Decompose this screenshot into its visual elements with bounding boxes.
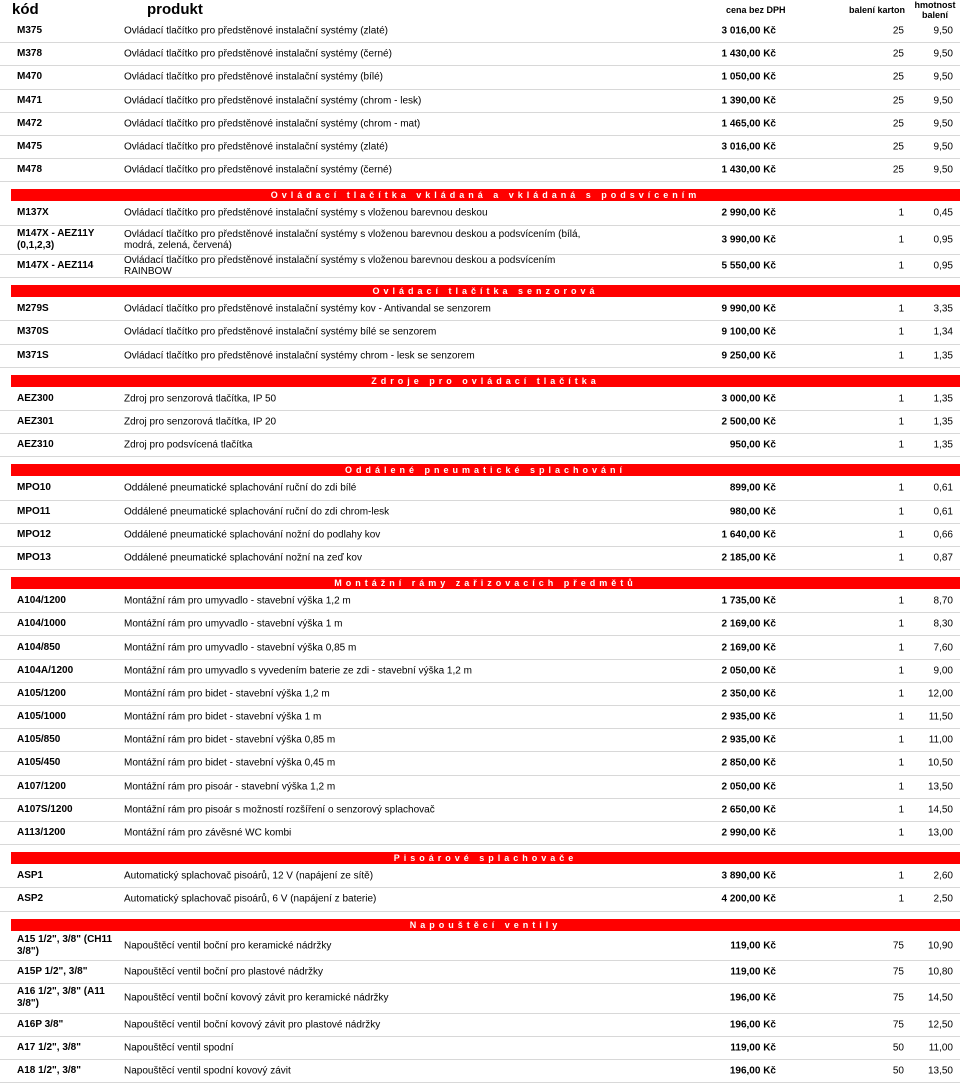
product-price: 4 200,00 Kč: [721, 893, 776, 905]
package-weight: 8,30: [933, 618, 953, 630]
table-row: [0, 660, 960, 683]
box-quantity: 1: [898, 757, 904, 769]
table-row: [0, 984, 960, 1014]
box-quantity: 1: [898, 439, 904, 451]
product-name: Montážní rám pro bidet - stavební výška 1,2 m: [124, 688, 330, 700]
product-name: Napouštěcí ventil boční pro plastové nádržky: [124, 966, 323, 978]
product-code: A105/1000: [17, 711, 66, 723]
product-price: 1 465,00 Kč: [721, 118, 776, 130]
product-price: 2 350,00 Kč: [721, 688, 776, 700]
product-code: M147X - AEZ114: [17, 260, 94, 272]
section-header: [0, 368, 960, 388]
product-name: Oddálené pneumatické splachování nožní do podlahy kov: [124, 529, 381, 541]
box-quantity: 25: [892, 164, 904, 176]
section-title: Ovládací tlačítka senzorová: [372, 286, 599, 297]
product-code: AEZ310: [17, 439, 54, 451]
product-name: Ovládací tlačítko pro předstěnové instalační systémy s vloženou barevnou deskou a podsvícením (bílá, modrá, zelená, červená): [124, 228, 581, 251]
box-quantity: 1: [898, 711, 904, 723]
table-row: [0, 1060, 960, 1083]
package-weight: 2,50: [933, 893, 953, 905]
package-weight: 1,35: [933, 393, 953, 405]
box-quantity: 1: [898, 804, 904, 816]
section-title: Zdroje pro ovládací tlačítka: [371, 375, 600, 386]
box-quantity: 25: [892, 25, 904, 37]
product-name: Napouštěcí ventil spodní: [124, 1042, 234, 1054]
table-row: [0, 298, 960, 321]
package-weight: 9,00: [933, 665, 953, 677]
product-name: Ovládací tlačítko pro předstěnové instalační systémy bílé se senzorem: [124, 326, 437, 338]
product-price: 9 100,00 Kč: [721, 326, 776, 338]
package-weight: 13,50: [927, 781, 953, 793]
table-row: [0, 66, 960, 89]
product-name: Oddálené pneumatické splachování nožní na zeď kov: [124, 552, 362, 564]
box-quantity: 25: [892, 141, 904, 153]
product-price: 9 250,00 Kč: [721, 350, 776, 362]
product-code: ASP1: [17, 870, 44, 882]
product-price: 1 430,00 Kč: [721, 48, 776, 60]
table-row: [0, 20, 960, 43]
product-name: Ovládací tlačítko pro předstěnové instalační systémy (černé): [124, 164, 392, 176]
box-quantity: 1: [898, 734, 904, 746]
product-name: Zdroj pro senzorová tlačítka, IP 50: [124, 393, 277, 405]
product-code: MPO12: [17, 528, 51, 540]
box-quantity: 75: [892, 1019, 904, 1031]
box-quantity: 1: [898, 529, 904, 541]
section-title: Ovládací tlačítka vkládaná a vkládaná s podsvícením: [270, 190, 701, 201]
package-weight: 12,50: [927, 1019, 953, 1031]
product-price: 3 016,00 Kč: [721, 141, 776, 153]
box-quantity: 1: [898, 595, 904, 607]
box-quantity: 1: [898, 260, 904, 272]
box-quantity: 1: [898, 618, 904, 630]
package-weight: 9,50: [933, 71, 953, 83]
product-price: 2 935,00 Kč: [721, 711, 776, 723]
table-row: [0, 202, 960, 225]
product-price: 3 890,00 Kč: [721, 870, 776, 882]
package-weight: 13,50: [927, 1065, 953, 1077]
product-code: M370S: [17, 326, 49, 338]
product-price: 5 550,00 Kč: [721, 260, 776, 272]
product-price: 1 390,00 Kč: [721, 95, 776, 107]
product-name: Ovládací tlačítko pro předstěnové instalační systémy kov - Antivandal se senzorem: [124, 303, 491, 315]
section-header: [0, 457, 960, 477]
product-name: Ovládací tlačítko pro předstěnové instalační systémy s vloženou barevnou deskou: [124, 207, 488, 219]
product-name: Ovládací tlačítko pro předstěnové instalační systémy (zlaté): [124, 25, 389, 37]
package-weight: 0,45: [933, 207, 953, 219]
table-row: [0, 501, 960, 524]
package-weight: 9,50: [933, 25, 953, 37]
package-weight: 1,35: [933, 350, 953, 362]
product-price: 1 735,00 Kč: [721, 595, 776, 607]
product-price: 2 050,00 Kč: [721, 781, 776, 793]
product-code: M472: [17, 117, 43, 129]
product-code: MPO10: [17, 482, 51, 494]
product-code: A104/1000: [17, 618, 66, 630]
product-price: 119,00 Kč: [730, 966, 776, 978]
product-name: Montážní rám pro umyvadlo - stavební výška 1 m: [124, 618, 343, 630]
product-code: A17 1/2", 3/8": [17, 1041, 81, 1053]
product-code: A105/1200: [17, 687, 66, 699]
product-price: 119,00 Kč: [730, 1042, 776, 1054]
table-row: [0, 547, 960, 570]
table-row: [0, 799, 960, 822]
product-price: 3 990,00 Kč: [721, 234, 776, 246]
product-name: Montážní rám pro umyvadlo s vyvedením baterie ze zdi - stavební výška 1,2 m: [124, 665, 472, 677]
product-price: 3 016,00 Kč: [721, 25, 776, 37]
box-quantity: 1: [898, 688, 904, 700]
package-weight: 0,95: [933, 260, 953, 272]
table-row: [0, 388, 960, 411]
product-price: 196,00 Kč: [729, 992, 776, 1004]
package-weight: 14,50: [927, 992, 953, 1004]
section-header: [0, 278, 960, 298]
product-name: Ovládací tlačítko pro předstěnové instalační systémy (chrom - mat): [124, 118, 421, 130]
box-quantity: 50: [892, 1065, 904, 1077]
table-row: [0, 888, 960, 911]
package-weight: 12,00: [927, 688, 953, 700]
table-row: [0, 159, 960, 182]
product-name: Montážní rám pro bidet - stavební výška 0,85 m: [124, 734, 336, 746]
table-row: [0, 1014, 960, 1037]
section-title: Pisoárové splachovače: [393, 853, 578, 864]
box-quantity: 1: [898, 482, 904, 494]
box-quantity: 25: [892, 95, 904, 107]
product-code: A113/1200: [17, 827, 66, 839]
package-weight: 8,70: [933, 595, 953, 607]
box-quantity: 1: [898, 893, 904, 905]
table-row: [0, 613, 960, 636]
package-weight: 0,61: [933, 506, 953, 518]
package-weight: 9,50: [933, 118, 953, 130]
product-name: Montážní rám pro závěsné WC kombi: [124, 827, 292, 839]
product-code: ASP2: [17, 893, 44, 905]
product-price: 1 640,00 Kč: [721, 529, 776, 541]
product-price: 3 000,00 Kč: [721, 393, 776, 405]
box-quantity: 1: [898, 393, 904, 405]
box-quantity: 1: [898, 234, 904, 246]
table-row: [0, 477, 960, 500]
product-price: 196,00 Kč: [729, 1019, 776, 1031]
box-quantity: 25: [892, 118, 904, 130]
package-weight: 3,35: [933, 303, 953, 315]
product-name: Napouštěcí ventil boční kovový závit pro plastové nádržky: [124, 1019, 381, 1031]
product-price: 2 850,00 Kč: [721, 757, 776, 769]
table-body: [0, 20, 960, 1083]
product-code: M470: [17, 71, 43, 83]
product-name: Ovládací tlačítko pro předstěnové instalační systémy chrom - lesk se senzorem: [124, 350, 475, 362]
product-code: A16P 3/8": [17, 1018, 64, 1030]
table-row: [0, 865, 960, 888]
product-price: 1 050,00 Kč: [721, 71, 776, 83]
header-price: cena bez DPH: [726, 5, 786, 15]
box-quantity: 1: [898, 506, 904, 518]
product-code: M371S: [17, 349, 49, 361]
product-code: A104/1200: [17, 595, 66, 607]
product-code: M279S: [17, 303, 49, 315]
box-quantity: 75: [892, 966, 904, 978]
package-weight: 11,50: [928, 711, 953, 723]
package-weight: 1,35: [933, 416, 953, 428]
table-row: [0, 43, 960, 66]
product-price: 980,00 Kč: [729, 506, 776, 518]
product-name: Montážní rám pro umyvadlo - stavební výška 0,85 m: [124, 642, 357, 654]
product-price: 2 169,00 Kč: [721, 618, 776, 630]
product-name: Ovládací tlačítko pro předstěnové instalační systémy (chrom - lesk): [124, 95, 422, 107]
box-quantity: 1: [898, 303, 904, 315]
section-header: [0, 182, 960, 202]
header-product: produkt: [147, 1, 203, 18]
product-code: A105/450: [17, 757, 61, 769]
table-header: [0, 0, 960, 20]
section-title: Napouštěcí ventily: [409, 919, 562, 930]
table-row: [0, 136, 960, 159]
product-price: 2 169,00 Kč: [721, 642, 776, 654]
section-header: [0, 570, 960, 590]
product-code: M478: [17, 164, 43, 176]
package-weight: 14,50: [927, 804, 953, 816]
product-code: A15 1/2", 3/8" (CH11 3/8"): [17, 933, 113, 957]
product-name: Montážní rám pro umyvadlo - stavební výška 1,2 m: [124, 595, 351, 607]
table-row: [0, 683, 960, 706]
package-weight: 9,50: [933, 141, 953, 153]
product-code: M137X: [17, 207, 49, 219]
product-name: Zdroj pro podsvícená tlačítka: [124, 439, 253, 451]
package-weight: 9,50: [933, 95, 953, 107]
product-name: Napouštěcí ventil spodní kovový závit: [124, 1065, 291, 1077]
package-weight: 13,00: [927, 827, 953, 839]
product-name: Automatický splachovač pisoárů, 6 V (napájení z baterie): [124, 893, 377, 905]
product-code: MPO13: [17, 551, 51, 563]
product-price: 2 990,00 Kč: [721, 207, 776, 219]
box-quantity: 1: [898, 207, 904, 219]
package-weight: 0,87: [933, 552, 953, 564]
product-code: AEZ300: [17, 392, 54, 404]
product-code: M475: [17, 141, 43, 153]
table-row: [0, 345, 960, 368]
section-header: [0, 912, 960, 932]
table-row: [0, 961, 960, 984]
package-weight: 1,35: [933, 439, 953, 451]
box-quantity: 1: [898, 416, 904, 428]
package-weight: 9,50: [933, 48, 953, 60]
table-row: [0, 1037, 960, 1060]
box-quantity: 25: [892, 71, 904, 83]
product-code: A107S/1200: [17, 803, 73, 815]
product-code: AEZ301: [17, 416, 54, 428]
product-name: Ovládací tlačítko pro předstěnové instalační systémy (bílé): [124, 71, 384, 83]
product-name: Montážní rám pro bidet - stavební výška 1 m: [124, 711, 322, 723]
product-code: M471: [17, 94, 43, 106]
box-quantity: 1: [898, 665, 904, 677]
table-row: [0, 255, 960, 278]
package-weight: 0,66: [933, 529, 953, 541]
product-price: 899,00 Kč: [729, 482, 776, 494]
product-price: 2 050,00 Kč: [721, 665, 776, 677]
package-weight: 10,50: [927, 757, 953, 769]
table-row: [0, 434, 960, 457]
header-weight: hmotnost balení: [914, 0, 956, 20]
header-code: kód: [12, 1, 39, 18]
product-name: Napouštěcí ventil boční pro keramické nádržky: [124, 940, 332, 952]
product-price: 196,00 Kč: [729, 1065, 776, 1077]
product-name: Montážní rám pro pisoár s možností rozšíření o senzorový splachovač: [124, 804, 435, 816]
table-row: [0, 729, 960, 752]
table-row: [0, 932, 960, 962]
table-row: [0, 590, 960, 613]
product-price: 950,00 Kč: [729, 439, 776, 451]
box-quantity: 1: [898, 827, 904, 839]
product-name: Montážní rám pro pisoár - stavební výška 1,2 m: [124, 781, 336, 793]
product-price: 2 650,00 Kč: [721, 804, 776, 816]
product-code: M375: [17, 25, 43, 37]
product-price: 2 990,00 Kč: [721, 827, 776, 839]
product-name: Zdroj pro senzorová tlačítka, IP 20: [124, 416, 277, 428]
package-weight: 9,50: [933, 164, 953, 176]
product-price: 2 935,00 Kč: [721, 734, 776, 746]
product-price: 119,00 Kč: [730, 940, 776, 952]
product-name: Oddálené pneumatické splachování ruční do zdi bílé: [124, 482, 357, 494]
table-row: [0, 321, 960, 344]
table-row: [0, 752, 960, 775]
box-quantity: 75: [892, 940, 904, 952]
table-row: [0, 822, 960, 845]
box-quantity: 1: [898, 326, 904, 338]
product-price: 2 185,00 Kč: [721, 552, 776, 564]
table-row: [0, 636, 960, 659]
box-quantity: 1: [898, 552, 904, 564]
product-name: Ovládací tlačítko pro předstěnové instalační systémy (zlaté): [124, 141, 389, 153]
package-weight: 0,61: [933, 482, 953, 494]
package-weight: 2,60: [933, 870, 953, 882]
product-name: Ovládací tlačítko pro předstěnové instalační systémy s vloženou barevnou deskou a podsvícením RAINBOW: [124, 255, 556, 278]
table-row: [0, 524, 960, 547]
section-title: Oddálené pneumatické splachování: [344, 465, 627, 476]
product-code: M378: [17, 48, 43, 60]
header-box: balení karton: [849, 5, 906, 15]
product-name: Oddálené pneumatické splachování ruční do zdi chrom-lesk: [124, 506, 390, 518]
product-name: Montážní rám pro bidet - stavební výška 0,45 m: [124, 757, 336, 769]
package-weight: 10,80: [927, 966, 953, 978]
product-code: A16 1/2", 3/8" (A11 3/8"): [17, 986, 105, 1010]
table-row: [0, 90, 960, 113]
package-weight: 11,00: [928, 734, 953, 746]
table-row: [0, 776, 960, 799]
package-weight: 7,60: [933, 642, 953, 654]
product-code: A104A/1200: [17, 664, 74, 676]
table-row: [0, 113, 960, 136]
box-quantity: 75: [892, 992, 904, 1004]
section-header: [0, 845, 960, 865]
product-name: Napouštěcí ventil boční kovový závit pro keramické nádržky: [124, 992, 389, 1004]
product-code: A15P 1/2", 3/8": [17, 966, 88, 978]
product-code: A105/850: [17, 734, 61, 746]
product-code: A18 1/2", 3/8": [17, 1065, 81, 1077]
box-quantity: 1: [898, 870, 904, 882]
package-weight: 10,90: [927, 940, 953, 952]
product-price: 9 990,00 Kč: [721, 303, 776, 315]
table-row: [0, 226, 960, 256]
section-title: Montážní rámy zařizovacích předmětů: [334, 578, 637, 589]
box-quantity: 50: [892, 1042, 904, 1054]
product-code: M147X - AEZ11Y (0,1,2,3): [17, 227, 95, 251]
package-weight: 11,00: [928, 1042, 953, 1054]
box-quantity: 1: [898, 781, 904, 793]
product-name: Ovládací tlačítko pro předstěnové instalační systémy (černé): [124, 48, 392, 60]
box-quantity: 1: [898, 642, 904, 654]
product-code: A107/1200: [17, 780, 66, 792]
package-weight: 1,34: [933, 326, 953, 338]
product-code: MPO11: [17, 505, 51, 517]
table-row: [0, 706, 960, 729]
product-price: 2 500,00 Kč: [721, 416, 776, 428]
package-weight: 0,95: [933, 234, 953, 246]
box-quantity: 1: [898, 350, 904, 362]
product-name: Automatický splachovač pisoárů, 12 V (napájení ze sítě): [124, 870, 374, 882]
box-quantity: 25: [892, 48, 904, 60]
table-row: [0, 411, 960, 434]
product-code: A104/850: [17, 641, 61, 653]
product-price: 1 430,00 Kč: [721, 164, 776, 176]
